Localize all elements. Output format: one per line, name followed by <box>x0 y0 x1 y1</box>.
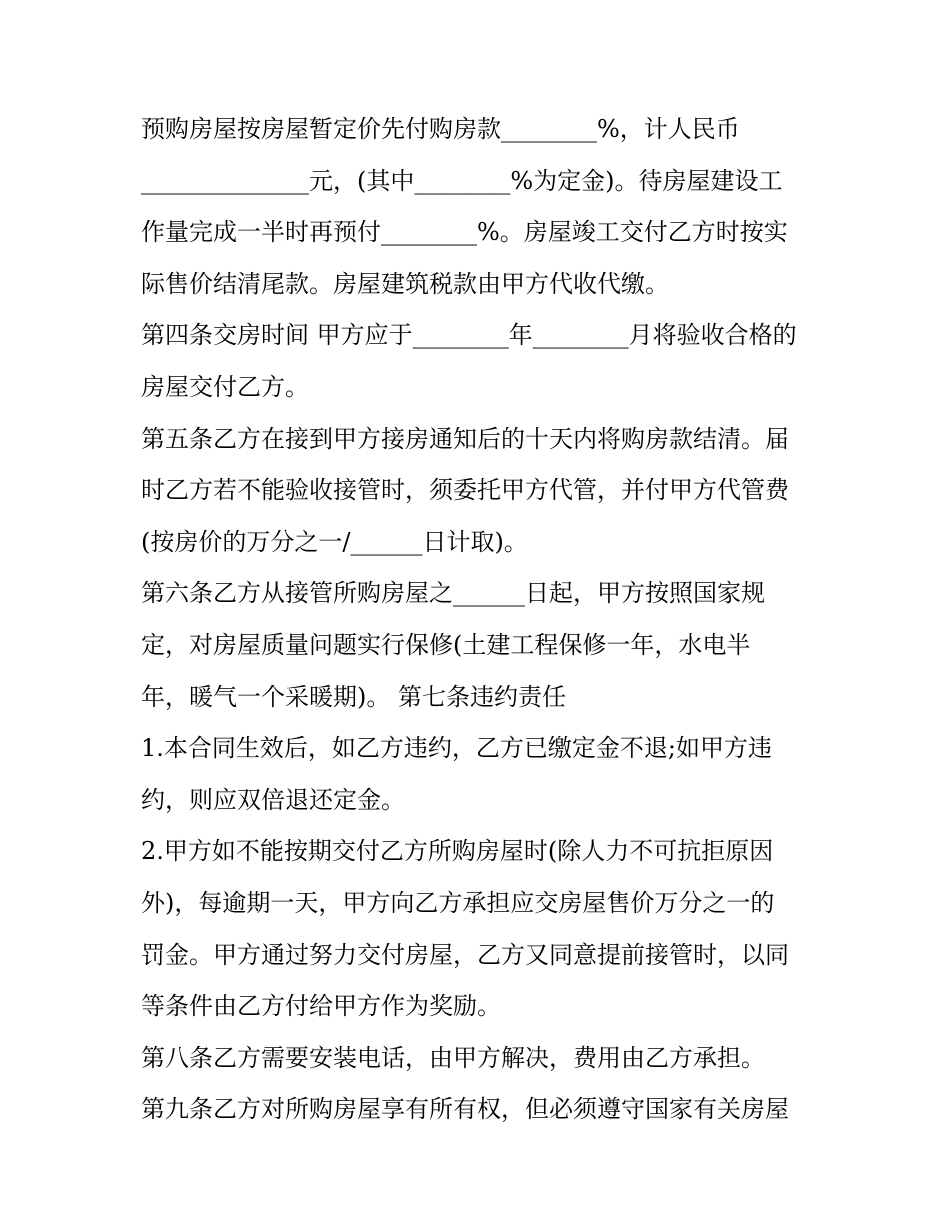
text-line: 罚金。甲方通过努力交付房屋，乙方又同意提前接管时，以同 <box>141 940 789 969</box>
text-line: 第四条交房时间 甲方应于________年________月将验收合格的 <box>141 321 797 350</box>
text-line: 预购房屋按房屋暂定价先付购房款________%，计人民币 <box>141 115 740 143</box>
text-line: (按房价的万分之一/______日计取)。 <box>141 527 528 556</box>
contract-text <box>141 104 821 1136</box>
text-line: 第九条乙方对所购房屋享有所有权，但必须遵守国家有关房屋 <box>141 1095 789 1124</box>
text-line: 第六条乙方从接管所购房屋之______日起，甲方按照国家规 <box>141 579 765 608</box>
text-line: 约，则应双倍退还定金。 <box>141 785 405 814</box>
text-line: ______________元，(其中________%为定金)。待房屋建设工 <box>141 166 783 195</box>
text-line: 等条件由乙方付给甲方作为奖励。 <box>141 992 501 1021</box>
text-line: 外)，每逾期一天，甲方向乙方承担应交房屋售价万分之一的 <box>141 888 775 917</box>
text-line: 房屋交付乙方。 <box>141 372 309 401</box>
text-line: 第八条乙方需要安装电话，由甲方解决，费用由乙方承担。 <box>141 1043 765 1072</box>
text-line: 际售价结清尾款。房屋建筑税款由甲方代收代缴。 <box>141 269 669 298</box>
text-line: 年，暖气一个采暖期)。 第七条违约责任 <box>141 682 566 711</box>
text-line: 时乙方若不能验收接管时，须委托甲方代管，并付甲方代管费 <box>141 476 789 505</box>
text-line: 1.本合同生效后，如乙方违约，乙方已缴定金不退;如甲方违 <box>141 734 772 763</box>
text-line: 2.甲方如不能按期交付乙方所购房屋时(除人力不可抗拒原因 <box>141 837 774 866</box>
text-line: 定，对房屋质量问题实行保修(土建工程保修一年，水电半 <box>141 630 751 659</box>
text-line: 作量完成一半时再预付________%。房屋竣工交付乙方时按实 <box>141 218 788 247</box>
text-line: 第五条乙方在接到甲方接房通知后的十天内将购房款结清。届 <box>141 424 789 453</box>
